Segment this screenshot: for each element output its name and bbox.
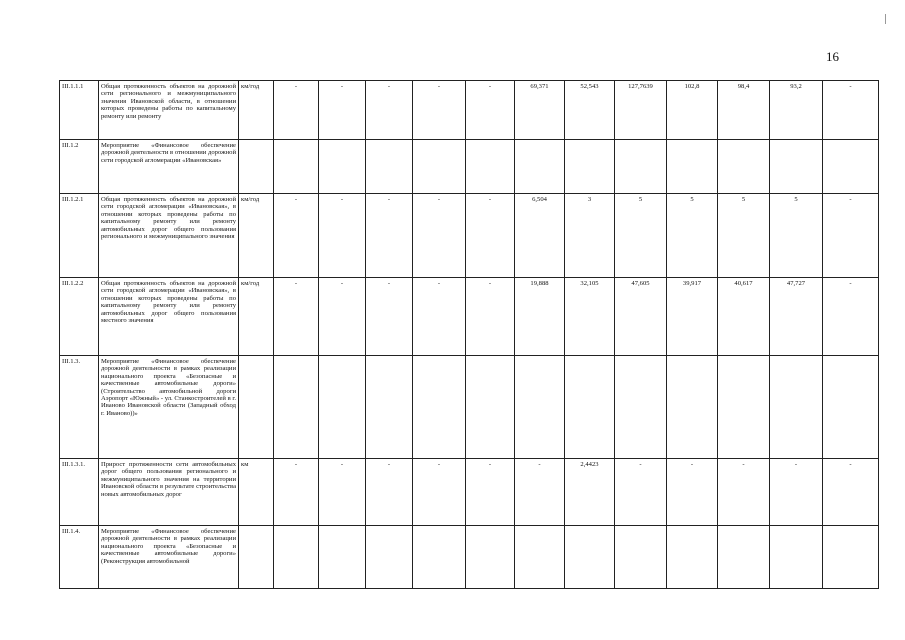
row-name: Мероприятие «Финансовое обеспечение дорожной деятельности в рамках реализации национального проекта «Безопасные и качественные автомобильные дороги» (Строительство автомобильной дороги Аэропорт «Южный» - ул. Станкостроителей в г. Иваново Ивановской области (Западный обход г. Иваново))» <box>99 356 239 459</box>
row-value-cell: 5 <box>667 194 718 278</box>
row-value-cell: - <box>366 81 413 140</box>
row-value-cell <box>615 356 667 459</box>
row-value-cell: 98,4 <box>718 81 770 140</box>
row-unit <box>239 356 274 459</box>
row-value-cell <box>466 526 515 589</box>
row-value-cell: - <box>319 81 366 140</box>
row-value-cell: 69,371 <box>515 81 565 140</box>
row-value-cell <box>319 356 366 459</box>
row-value-cell: - <box>823 459 879 526</box>
row-unit: км/год <box>239 81 274 140</box>
row-value-cell: - <box>823 81 879 140</box>
row-value-cell <box>466 140 515 194</box>
table-body <box>60 81 879 589</box>
row-value-cell <box>366 526 413 589</box>
row-value-cell: - <box>319 278 366 356</box>
row-value-cell: - <box>615 459 667 526</box>
row-value-cell: - <box>515 459 565 526</box>
row-value-cell <box>667 140 718 194</box>
row-value-cell <box>615 140 667 194</box>
row-value-cell <box>615 526 667 589</box>
row-unit: км <box>239 459 274 526</box>
row-value-cell <box>366 140 413 194</box>
row-value-cell: - <box>366 194 413 278</box>
row-value-cell <box>274 140 319 194</box>
row-value-cell: 93,2 <box>770 81 823 140</box>
row-value-cell: 39,917 <box>667 278 718 356</box>
row-value-cell: - <box>413 459 466 526</box>
row-value-cell: - <box>366 278 413 356</box>
row-value-cell: 52,543 <box>565 81 615 140</box>
row-value-cell: 47,605 <box>615 278 667 356</box>
row-value-cell: 40,617 <box>718 278 770 356</box>
row-value-cell <box>319 526 366 589</box>
row-value-cell <box>770 526 823 589</box>
table-row <box>60 278 879 356</box>
row-value-cell: - <box>718 459 770 526</box>
row-value-cell: 19,888 <box>515 278 565 356</box>
row-value-cell: - <box>366 459 413 526</box>
row-value-cell: - <box>466 278 515 356</box>
row-value-cell: - <box>466 194 515 278</box>
row-value-cell <box>413 140 466 194</box>
row-name: Мероприятие «Финансовое обеспечение дорожной деятельности в рамках реализации национального проекта «Безопасные и качественные автомобильные дороги» (Реконструкция автомобильной <box>99 526 239 589</box>
row-value-cell <box>413 526 466 589</box>
row-unit: км/год <box>239 278 274 356</box>
row-unit <box>239 526 274 589</box>
row-value-cell <box>565 526 615 589</box>
row-value-cell <box>466 356 515 459</box>
row-unit <box>239 140 274 194</box>
table-row <box>60 356 879 459</box>
row-value-cell: 3 <box>565 194 615 278</box>
row-value-cell <box>823 526 879 589</box>
row-code: III.1.1.1 <box>60 81 99 140</box>
row-value-cell <box>515 356 565 459</box>
row-value-cell <box>319 140 366 194</box>
row-value-cell <box>274 526 319 589</box>
row-value-cell <box>823 356 879 459</box>
table-row <box>60 194 879 278</box>
row-value-cell: - <box>466 81 515 140</box>
row-value-cell <box>667 356 718 459</box>
row-value-cell <box>770 140 823 194</box>
row-value-cell <box>366 356 413 459</box>
table-row <box>60 526 879 589</box>
row-code: III.1.2.2 <box>60 278 99 356</box>
table-row <box>60 81 879 140</box>
row-value-cell: - <box>274 278 319 356</box>
row-unit: км/год <box>239 194 274 278</box>
row-code: III.1.2 <box>60 140 99 194</box>
row-value-cell <box>667 526 718 589</box>
row-value-cell <box>770 356 823 459</box>
row-value-cell <box>413 356 466 459</box>
row-value-cell: - <box>413 278 466 356</box>
row-name: Мероприятие «Финансовое обеспечение дорожной деятельности в отношении дорожной сети городской агломерации «Ивановская» <box>99 140 239 194</box>
row-value-cell: 6,504 <box>515 194 565 278</box>
row-value-cell: - <box>274 81 319 140</box>
row-value-cell <box>718 356 770 459</box>
row-value-cell: - <box>319 459 366 526</box>
row-code: III.1.3. <box>60 356 99 459</box>
row-value-cell: 5 <box>718 194 770 278</box>
row-name: Общая протяженность объектов на дорожной сети регионального и межмуниципального значения Ивановской области, в отношении которых проведены работы по капитальному ремонту или ремонту <box>99 81 239 140</box>
row-value-cell: 102,8 <box>667 81 718 140</box>
row-code: III.1.3.1. <box>60 459 99 526</box>
row-value-cell <box>565 356 615 459</box>
row-value-cell: - <box>274 459 319 526</box>
row-value-cell: 5 <box>615 194 667 278</box>
page-number: 16 <box>826 49 839 64</box>
row-value-cell <box>823 140 879 194</box>
row-name: Общая протяженность объектов на дорожной сети городской агломерации «Ивановская», в отношении которых проведены работы по капитальному ремонту или ремонту автомобильных дорог общего пользования регионального и межмуниципального значения <box>99 194 239 278</box>
row-name: Общая протяженность объектов на дорожной сети городской агломерации «Ивановская», в отношении которых проведены работы по капитальному ремонту или ремонту автомобильных дорог общего пользования местного значения <box>99 278 239 356</box>
row-name: Прирост протяженности сети автомобильных дорог общего пользования регионального и межмуниципального значения на территории Ивановской области в результате строительства новых автомобильных дорог <box>99 459 239 526</box>
row-value-cell: - <box>770 459 823 526</box>
row-code: III.1.2.1 <box>60 194 99 278</box>
row-value-cell: - <box>667 459 718 526</box>
row-value-cell: 32,105 <box>565 278 615 356</box>
row-value-cell: - <box>413 81 466 140</box>
row-value-cell: - <box>319 194 366 278</box>
scan-edge-mark <box>885 14 886 24</box>
table-row <box>60 459 879 526</box>
row-value-cell <box>565 140 615 194</box>
row-value-cell: - <box>823 194 879 278</box>
row-value-cell: 127,7639 <box>615 81 667 140</box>
row-value-cell: - <box>413 194 466 278</box>
row-value-cell <box>515 140 565 194</box>
row-value-cell <box>515 526 565 589</box>
row-value-cell <box>274 356 319 459</box>
row-code: III.1.4. <box>60 526 99 589</box>
indicators-table <box>59 80 879 589</box>
row-value-cell: 2,4423 <box>565 459 615 526</box>
row-value-cell: - <box>466 459 515 526</box>
row-value-cell: 5 <box>770 194 823 278</box>
row-value-cell <box>718 526 770 589</box>
row-value-cell <box>718 140 770 194</box>
row-value-cell: 47,727 <box>770 278 823 356</box>
row-value-cell: - <box>823 278 879 356</box>
table-row <box>60 140 879 194</box>
row-value-cell: - <box>274 194 319 278</box>
